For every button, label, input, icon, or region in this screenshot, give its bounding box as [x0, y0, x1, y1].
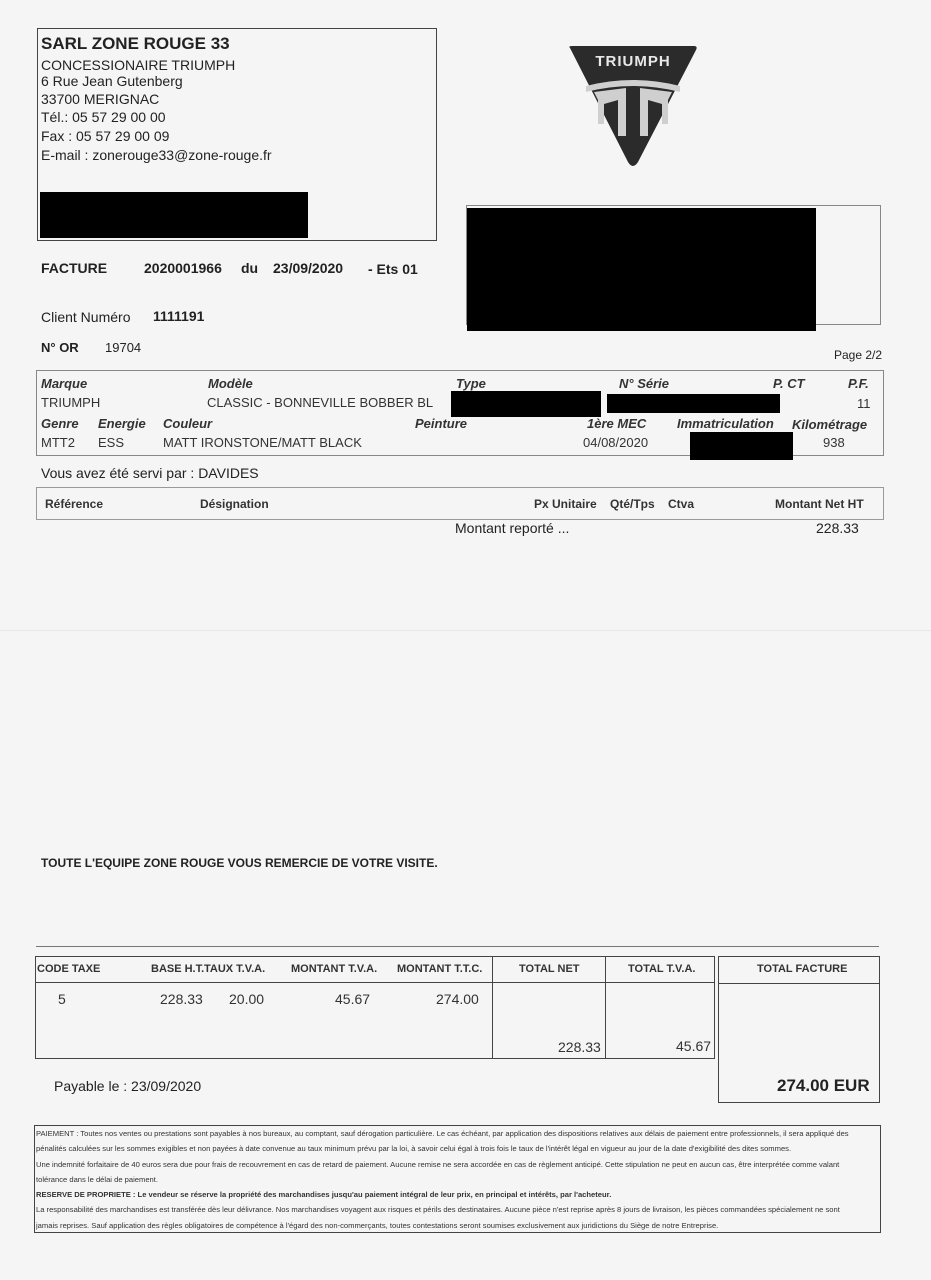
total-tva-value: 45.67: [676, 1038, 712, 1054]
invoice-date: 23/09/2020: [273, 260, 344, 276]
h-total-net: TOTAL NET: [519, 963, 580, 975]
served-by: Vous avez été servi par : DAVIDES: [41, 465, 259, 481]
page-number: Page 2/2: [834, 348, 883, 362]
client-label: Client Numéro: [41, 309, 131, 325]
totals-vline1: [492, 956, 493, 1058]
client-number: 1111191: [153, 308, 205, 324]
h-total-facture: TOTAL FACTURE: [757, 963, 848, 975]
legal-line-4: tolérance dans le délai de paiement.: [36, 1174, 159, 1184]
reported-value: 228.33: [816, 520, 859, 536]
marque-value: TRIUMPH: [41, 395, 101, 410]
taux-value: 20.00: [229, 991, 265, 1007]
h-modele: Modèle: [208, 376, 253, 391]
h-mec: 1ère MEC: [587, 416, 647, 431]
legal-line-2: pénalités calculées sur les sommes exigibles et non payées à date convenue au taux minimum prévu par la loi, à savoir celui égal à trois fois le taux de l'intérêt légal en vigueur au jour de la date d'exigibilité des dites sommes.: [36, 1144, 792, 1154]
h-energie: Energie: [98, 416, 146, 431]
couleur-value: MATT IRONSTONE/MATT BLACK: [163, 435, 362, 450]
mtva-value: 45.67: [335, 991, 371, 1007]
h-px-unitaire: Px Unitaire: [534, 497, 597, 511]
redacted-block: [40, 192, 308, 238]
base-value: 228.33: [160, 991, 203, 1007]
thanks-message: TOUTE L'EQUIPE ZONE ROUGE VOUS REMERCIE DE VOTRE VISITE.: [41, 856, 438, 870]
dealer-subtitle: CONCESSIONAIRE TRIUMPH: [41, 57, 236, 73]
h-pct: P. CT: [773, 376, 805, 391]
redacted-customer-address: [467, 208, 816, 331]
h-peinture: Peinture: [415, 416, 468, 431]
h-code-taxe: CODE TAXE: [37, 963, 101, 975]
invoice-ets: - Ets 01: [368, 261, 418, 277]
or-number: 19704: [105, 340, 142, 355]
h-km: Kilométrage: [792, 417, 868, 432]
modele-value: CLASSIC - BONNEVILLE BOBBER BL: [207, 395, 434, 410]
h-designation: Désignation: [200, 497, 269, 511]
h-montant-ttc: MONTANT T.T.C.: [397, 963, 483, 975]
h-montant-tva: MONTANT T.V.A.: [291, 963, 378, 975]
lines-header-box: [36, 487, 884, 520]
h-total-tva: TOTAL T.V.A.: [628, 963, 696, 975]
dealer-email: E-mail : zonerouge33@zone-rouge.fr: [41, 147, 272, 163]
total-facture-rule: [719, 983, 879, 984]
dealer-fax: Fax : 05 57 29 00 09: [41, 128, 170, 144]
h-genre: Genre: [41, 416, 79, 431]
h-pf: P.F.: [848, 376, 869, 391]
legal-line-5: RESERVE DE PROPRIETE : Le vendeur se réserve la propriété des marchandises jusqu'au paiement intégral de leur prix, en principal et intérêts, par l'acheteur.: [36, 1190, 612, 1200]
legal-line-6: La responsabilité des marchandises est transférée dès leur délivrance. Nos marchandises voyagent aux risques et périls des destinataires. Aucune pièce n'est reprise après 8 jours de livraison, les pièces commandées spécialement ne sont: [36, 1205, 840, 1215]
dealer-name: SARL ZONE ROUGE 33: [41, 34, 230, 53]
pf-value: 11: [857, 396, 871, 411]
legal-text: [36, 1126, 876, 1233]
h-immat: Immatriculation: [677, 416, 774, 431]
legal-line-1: PAIEMENT : Toutes nos ventes ou prestations sont payables à nos bureaux, au comptant, sauf dérogation particulière. Le cas échéant, par application des dispositions relatives aux délais de paiement entre professionnels, il sera appliqué des: [36, 1129, 849, 1138]
mttc-value: 274.00: [436, 991, 479, 1007]
h-reference: Référence: [45, 497, 104, 511]
invoice-number: 2020001966: [144, 260, 222, 276]
h-qte: Qté/Tps: [610, 497, 655, 511]
fold-line: [0, 630, 931, 631]
km-value: 938: [823, 435, 845, 450]
invoice-du: du: [241, 260, 259, 276]
energie-value: ESS: [98, 435, 125, 450]
redacted-type: [451, 391, 601, 417]
mec-value: 04/08/2020: [583, 435, 649, 450]
redacted-immat: [690, 432, 793, 460]
h-marque: Marque: [41, 376, 88, 391]
dealer-address1: 6 Rue Jean Gutenberg: [41, 73, 183, 89]
totals-header-rule: [36, 982, 714, 983]
or-label: N° OR: [41, 340, 79, 355]
dealer-address2: 33700 MERIGNAC: [41, 91, 160, 107]
totals-vline2: [605, 956, 606, 1058]
h-taux-tva: TAUX T.V.A.: [204, 963, 266, 975]
reported-label: Montant reporté ...: [455, 520, 570, 536]
redacted-serie: [607, 394, 780, 413]
h-montant: Montant Net HT: [775, 497, 864, 511]
h-base-ht: BASE H.T.: [151, 963, 205, 975]
dealer-tel: Tél.: 05 57 29 00 00: [41, 109, 166, 125]
totals-top-rule: [36, 946, 879, 947]
logo-text: TRIUMPH: [595, 53, 671, 70]
h-type: Type: [456, 376, 486, 391]
genre-value: MTT2: [41, 435, 75, 450]
code-value: 5: [58, 991, 66, 1007]
triumph-logo: [564, 44, 702, 168]
h-serie: N° Série: [619, 376, 670, 391]
invoice-label: FACTURE: [41, 260, 108, 276]
payable-date: Payable le : 23/09/2020: [54, 1078, 202, 1094]
h-couleur: Couleur: [163, 416, 213, 431]
legal-line-3: Une indemnité forfaitaire de 40 euros sera due pour frais de recouvrement en cas de retard de paiement. Aucune remise ne sera accordée en cas de règlement anticipé. Cette stipulation ne peut en aucun cas, être interprétée comme valant: [36, 1159, 840, 1169]
h-ctva: Ctva: [668, 497, 695, 511]
legal-line-7: jamais reprises. Sauf application des règles obligatoires de compétence à l'égard des non-commerçants, toutes contestations seront soumises exclusivement aux juridictions du Siège de notre Entreprise.: [36, 1220, 719, 1230]
total-facture-value: 274.00 EUR: [777, 1076, 870, 1095]
total-net-value: 228.33: [558, 1039, 601, 1055]
